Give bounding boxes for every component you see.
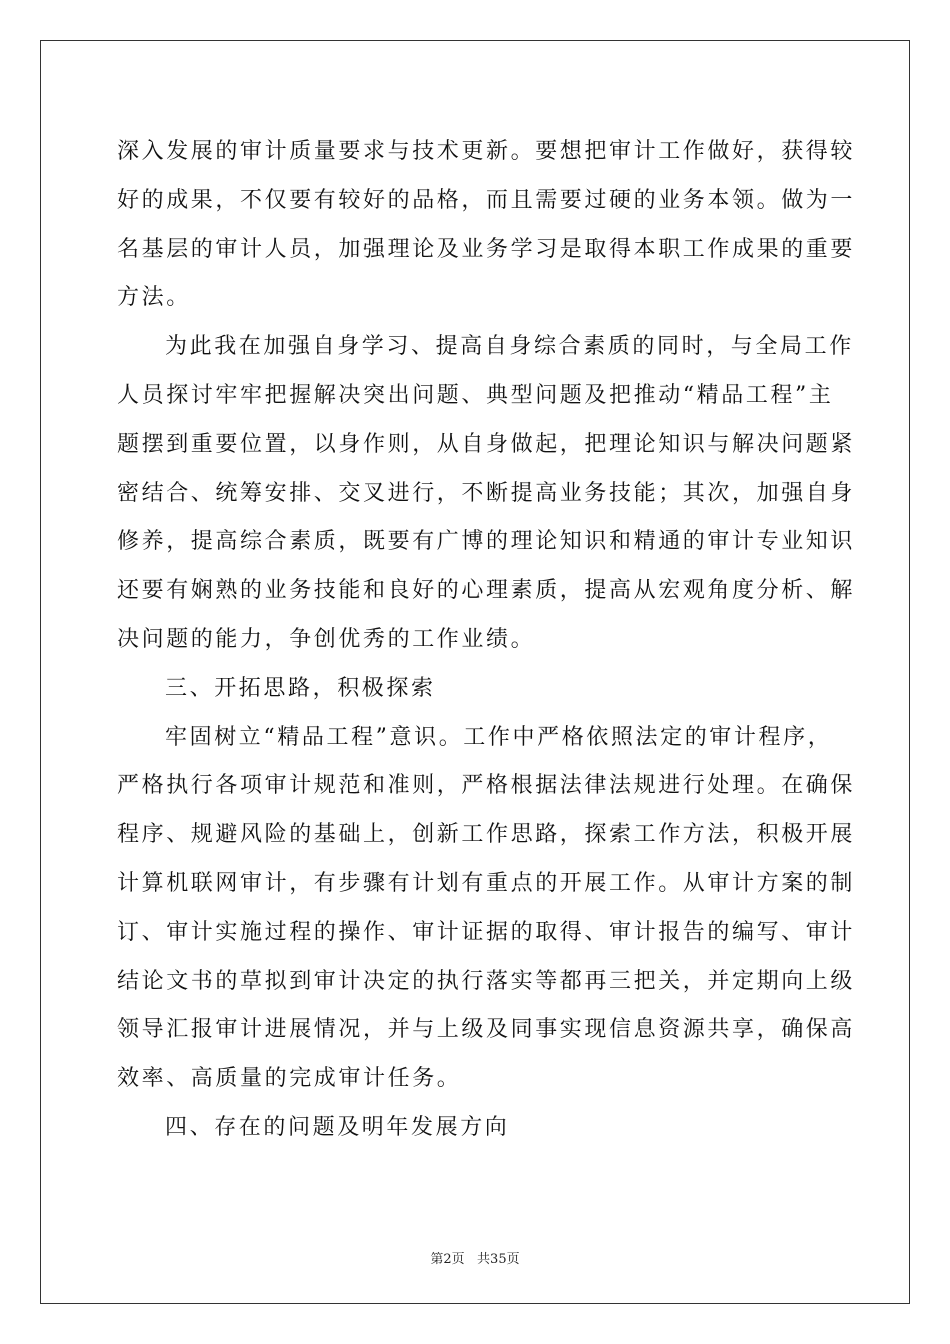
text-line: 效率、高质量的完成审计任务。	[117, 1066, 462, 1092]
paragraph-start-line: 为此我在加强自身学习、提高自身综合素质的同时，与全局工作	[165, 334, 854, 360]
text-line: 方法。	[117, 285, 191, 311]
text-line: 深入发展的审计质量要求与技术更新。要想把审计工作做好，获得较	[117, 139, 856, 164]
text-line: 程序、规避风险的基础上，创新工作思路，探索工作方法，积极开展	[117, 822, 856, 848]
text-line: 结论文书的草拟到审计决定的执行落实等都再三把关，并定期向上级	[117, 968, 856, 994]
text-line: 题摆到重要位置，以身作则，从自身做起，把理论知识与解决问题紧	[117, 431, 856, 457]
text-line: 严格执行各项审计规范和准则，严格根据法律法规进行处理。在确保	[117, 773, 856, 799]
text-line: 好的成果，不仅要有较好的品格，而且需要过硬的业务本领。做为一	[117, 187, 856, 213]
text-line: 密结合、统筹安排、交叉进行，不断提高业务技能；其次，加强自身	[117, 480, 856, 506]
section-heading: 四、存在的问题及明年发展方向	[165, 1114, 510, 1140]
text-line: 名基层的审计人员，加强理论及业务学习是取得本职工作成果的重要	[117, 236, 856, 262]
text-line: 人员探讨牢牢把握解决突出问题、典型问题及把推动“精品工程”主	[117, 382, 834, 408]
text-line: 修养，提高综合素质，既要有广博的理论知识和精通的审计专业知识	[117, 529, 856, 555]
document-body	[117, 128, 856, 1153]
text-line: 计算机联网审计，有步骤有计划有重点的开展工作。从审计方案的制	[117, 870, 856, 896]
section-heading: 三、开拓思路，积极探索	[165, 675, 436, 701]
text-line: 决问题的能力，争创优秀的工作业绩。	[117, 626, 536, 652]
text-line: 还要有娴熟的业务技能和良好的心理素质，提高从宏观角度分析、解	[117, 578, 856, 604]
page-number-footer: 第2页 共35页	[430, 1252, 520, 1267]
text-line: 领导汇报审计进展情况，并与上级及同事实现信息资源共享，确保高	[117, 1017, 856, 1043]
text-line: 订、审计实施过程的操作、审计证据的取得、审计报告的编写、审计	[117, 919, 856, 945]
paragraph-start-line: 牢固树立“精品工程”意识。工作中严格依照法定的审计程序，	[165, 724, 833, 750]
